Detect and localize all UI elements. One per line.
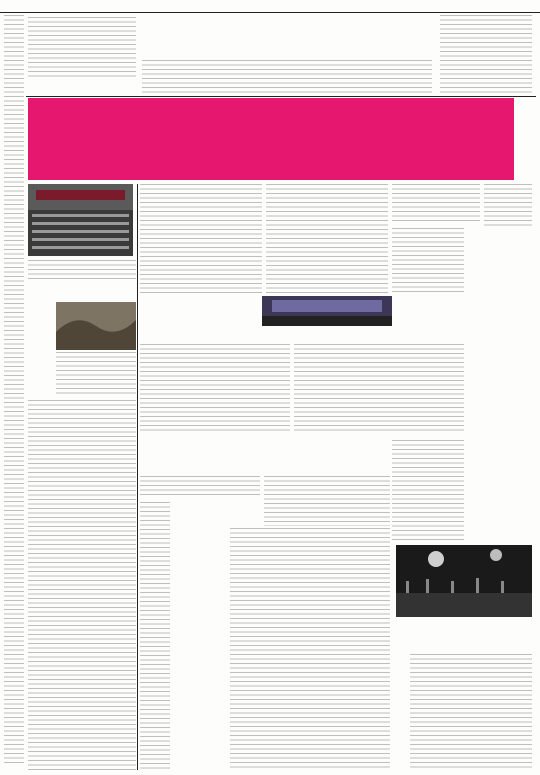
left-gutter-text — [4, 15, 24, 765]
covid-text-2 — [264, 476, 390, 526]
top-body-text — [142, 60, 432, 94]
top-right-text — [440, 15, 532, 95]
gaza-text-left — [140, 502, 170, 770]
photo-caption — [28, 258, 136, 298]
top-lead-text — [28, 15, 136, 95]
masthead — [0, 0, 540, 13]
economic-text-1 — [140, 344, 290, 432]
forum-photo — [262, 296, 392, 326]
landslide-photo-image — [56, 302, 136, 350]
landslide-text — [56, 352, 136, 396]
center-text-2 — [266, 184, 388, 294]
landslide-photo — [56, 302, 136, 350]
covid-text-1 — [140, 476, 260, 498]
section-rule — [26, 96, 536, 97]
right-mid-text — [392, 440, 464, 540]
li-qiang-top-text — [484, 184, 532, 226]
conference-photo-image — [28, 184, 133, 256]
turkey-text — [410, 654, 532, 770]
li-qiang-subheadline — [470, 240, 496, 540]
center-text-3 — [392, 184, 480, 224]
forum-photo-image — [262, 296, 392, 326]
main-banner — [28, 98, 514, 180]
concert-photo — [396, 545, 532, 617]
landslide-headline — [30, 300, 50, 396]
column-rule — [137, 184, 138, 770]
economic-text-2 — [294, 344, 464, 432]
li-qiang-text — [392, 228, 464, 294]
conference-photo — [28, 184, 133, 256]
left-column-text — [28, 400, 136, 770]
gaza-headline — [198, 502, 226, 752]
center-text-1 — [140, 184, 262, 294]
concert-photo-image — [396, 545, 532, 617]
culture-headline — [362, 582, 406, 770]
gaza-subheadline — [172, 520, 198, 760]
li-qiang-headline — [498, 230, 530, 550]
